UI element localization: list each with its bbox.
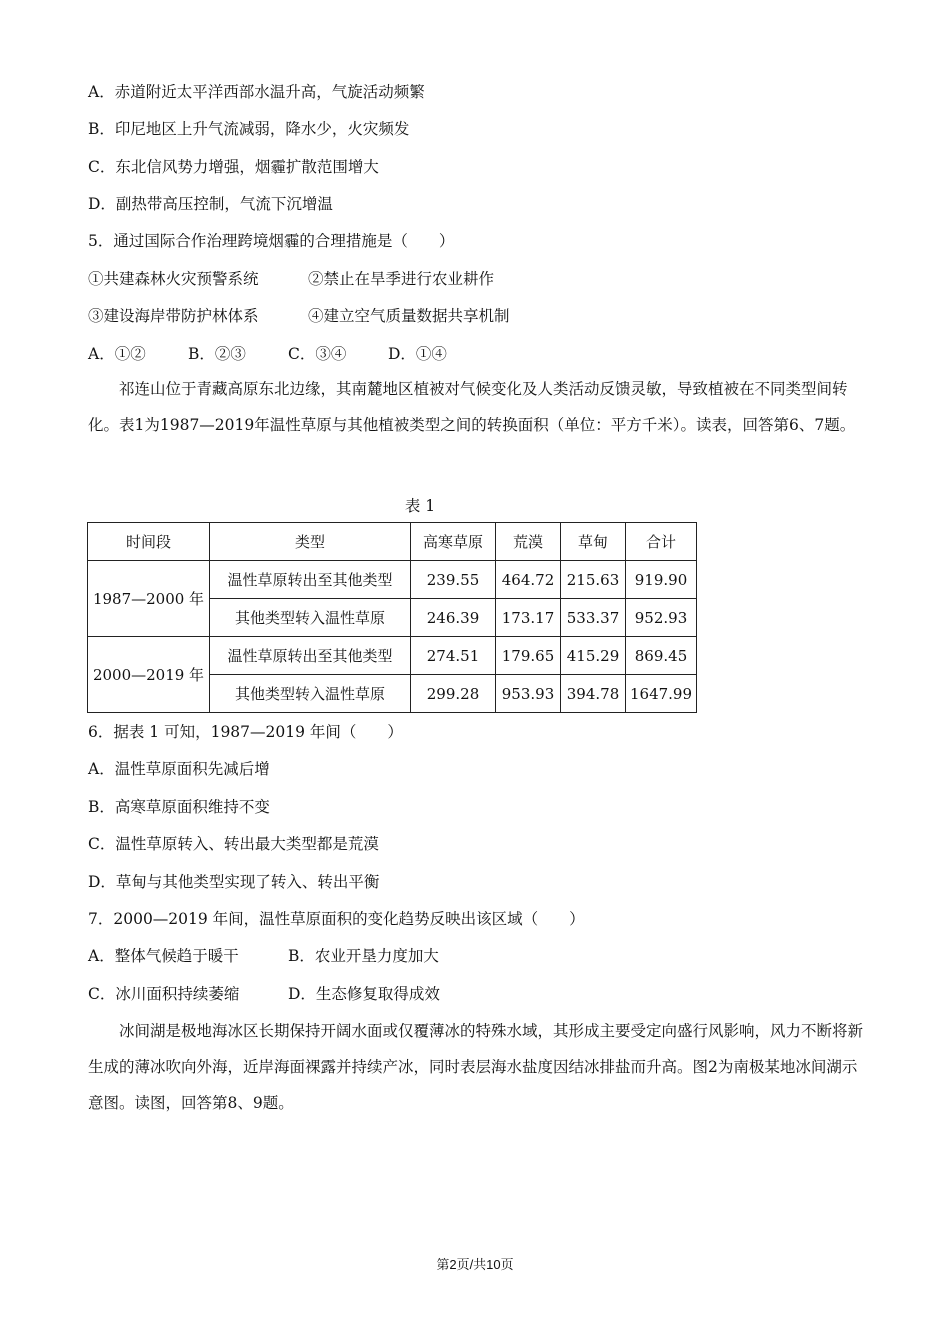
q4-option-a: A．赤道附近太平洋西部水温升高，气旋活动频繁 [88, 83, 425, 101]
period-cell: 1987—2000 年 [88, 561, 210, 637]
table-row [88, 561, 697, 599]
q7-option-c: C．冰川面积持续萎缩 [88, 985, 240, 1003]
period-cell: 2000—2019 年 [88, 637, 210, 713]
value-cell: 952.93 [626, 599, 697, 637]
q4-option-c: C．东北信风势力增强，烟霾扩散范围增大 [88, 158, 379, 176]
value-cell: 953.93 [496, 675, 561, 713]
value-cell: 173.17 [496, 599, 561, 637]
q5-choice-d: D．①④ [388, 345, 447, 363]
q7-stem: 7．2000—2019 年间，温性草原面积的变化趋势反映出该区域（ ） [88, 910, 585, 928]
header-alpine-steppe: 高寒草原 [411, 523, 496, 561]
q5-choice-b: B．②③ [188, 345, 246, 363]
q5-choice-c: C．③④ [288, 345, 347, 363]
q7-options-row-1 [88, 946, 439, 966]
type-cell: 温性草原转出至其他类型 [210, 561, 411, 599]
q5-items-row-1 [88, 269, 494, 289]
q5-item-1: ①共建森林火灾预警系统 [88, 270, 259, 288]
table-row [88, 637, 697, 675]
type-cell: 温性草原转出至其他类型 [210, 637, 411, 675]
value-cell: 239.55 [411, 561, 496, 599]
q4-option-b: B．印尼地区上升气流减弱，降水少，火灾频发 [88, 120, 410, 138]
value-cell: 415.29 [561, 637, 626, 675]
header-period: 时间段 [88, 523, 210, 561]
value-cell: 179.65 [496, 637, 561, 675]
type-cell: 其他类型转入温性草原 [210, 599, 411, 637]
value-cell: 215.63 [561, 561, 626, 599]
q6-option-a: A．温性草原面积先减后增 [88, 760, 270, 778]
q5-stem: 5．通过国际合作治理跨境烟霾的合理措施是（ ） [88, 232, 455, 250]
q6-option-d: D．草甸与其他类型实现了转入、转出平衡 [88, 873, 380, 891]
value-cell: 299.28 [411, 675, 496, 713]
q7-option-d: D．生态修复取得成效 [288, 985, 440, 1003]
value-cell: 246.39 [411, 599, 496, 637]
q6-option-c: C．温性草原转入、转出最大类型都是荒漠 [88, 835, 379, 853]
q6-stem: 6．据表 1 可知，1987—2019 年间（ ） [88, 723, 403, 741]
passage-polynya: 冰间湖是极地海冰区长期保持开阔水面或仅覆薄冰的特殊水域，其形成主要受定向盛行风影响，风力不断将新生成的薄冰吹向外海，近岸海面裸露并持续产冰，同时表层海水盐度因结冰排盐而升高。图2为南极某地冰间湖示意图。读图，回答第8、9题。 [88, 1022, 864, 1112]
q4-option-d: D．副热带高压控制，气流下沉增温 [88, 195, 333, 213]
conversion-table [87, 522, 697, 713]
q6-option-b: B．高寒草原面积维持不变 [88, 798, 270, 816]
value-cell: 464.72 [496, 561, 561, 599]
q5-choice-a: A．①② [88, 345, 146, 363]
table-header-row [88, 523, 697, 561]
q5-item-3: ③建设海岸带防护林体系 [88, 307, 259, 325]
value-cell: 394.78 [561, 675, 626, 713]
q5-item-4: ④建立空气质量数据共享机制 [308, 307, 510, 325]
q5-choices [88, 344, 447, 364]
passage-qilian: 祁连山位于青藏高原东北边缘，其南麓地区植被对气候变化及人类活动反馈灵敏，导致植被在不同类型间转化。表1为1987—2019年温性草原与其他植被类型之间的转换面积（单位：平方千米）。读表，回答第6、7题。 [88, 380, 856, 434]
value-cell: 869.45 [626, 637, 697, 675]
header-desert: 荒漠 [496, 523, 561, 561]
value-cell: 1647.99 [626, 675, 697, 713]
table-caption: 表 1 [404, 497, 436, 515]
value-cell: 919.90 [626, 561, 697, 599]
type-cell: 其他类型转入温性草原 [210, 675, 411, 713]
header-type: 类型 [210, 523, 411, 561]
q7-option-a: A．整体气候趋于暖干 [88, 947, 239, 965]
header-meadow: 草甸 [561, 523, 626, 561]
q7-option-b: B．农业开垦力度加大 [288, 947, 439, 965]
value-cell: 533.37 [561, 599, 626, 637]
q5-items-row-2 [88, 306, 510, 326]
q5-item-2: ②禁止在旱季进行农业耕作 [308, 270, 495, 288]
value-cell: 274.51 [411, 637, 496, 675]
q7-options-row-2 [88, 984, 440, 1004]
page-footer: 第2页/共10页 [436, 1257, 514, 1272]
header-total: 合计 [626, 523, 697, 561]
